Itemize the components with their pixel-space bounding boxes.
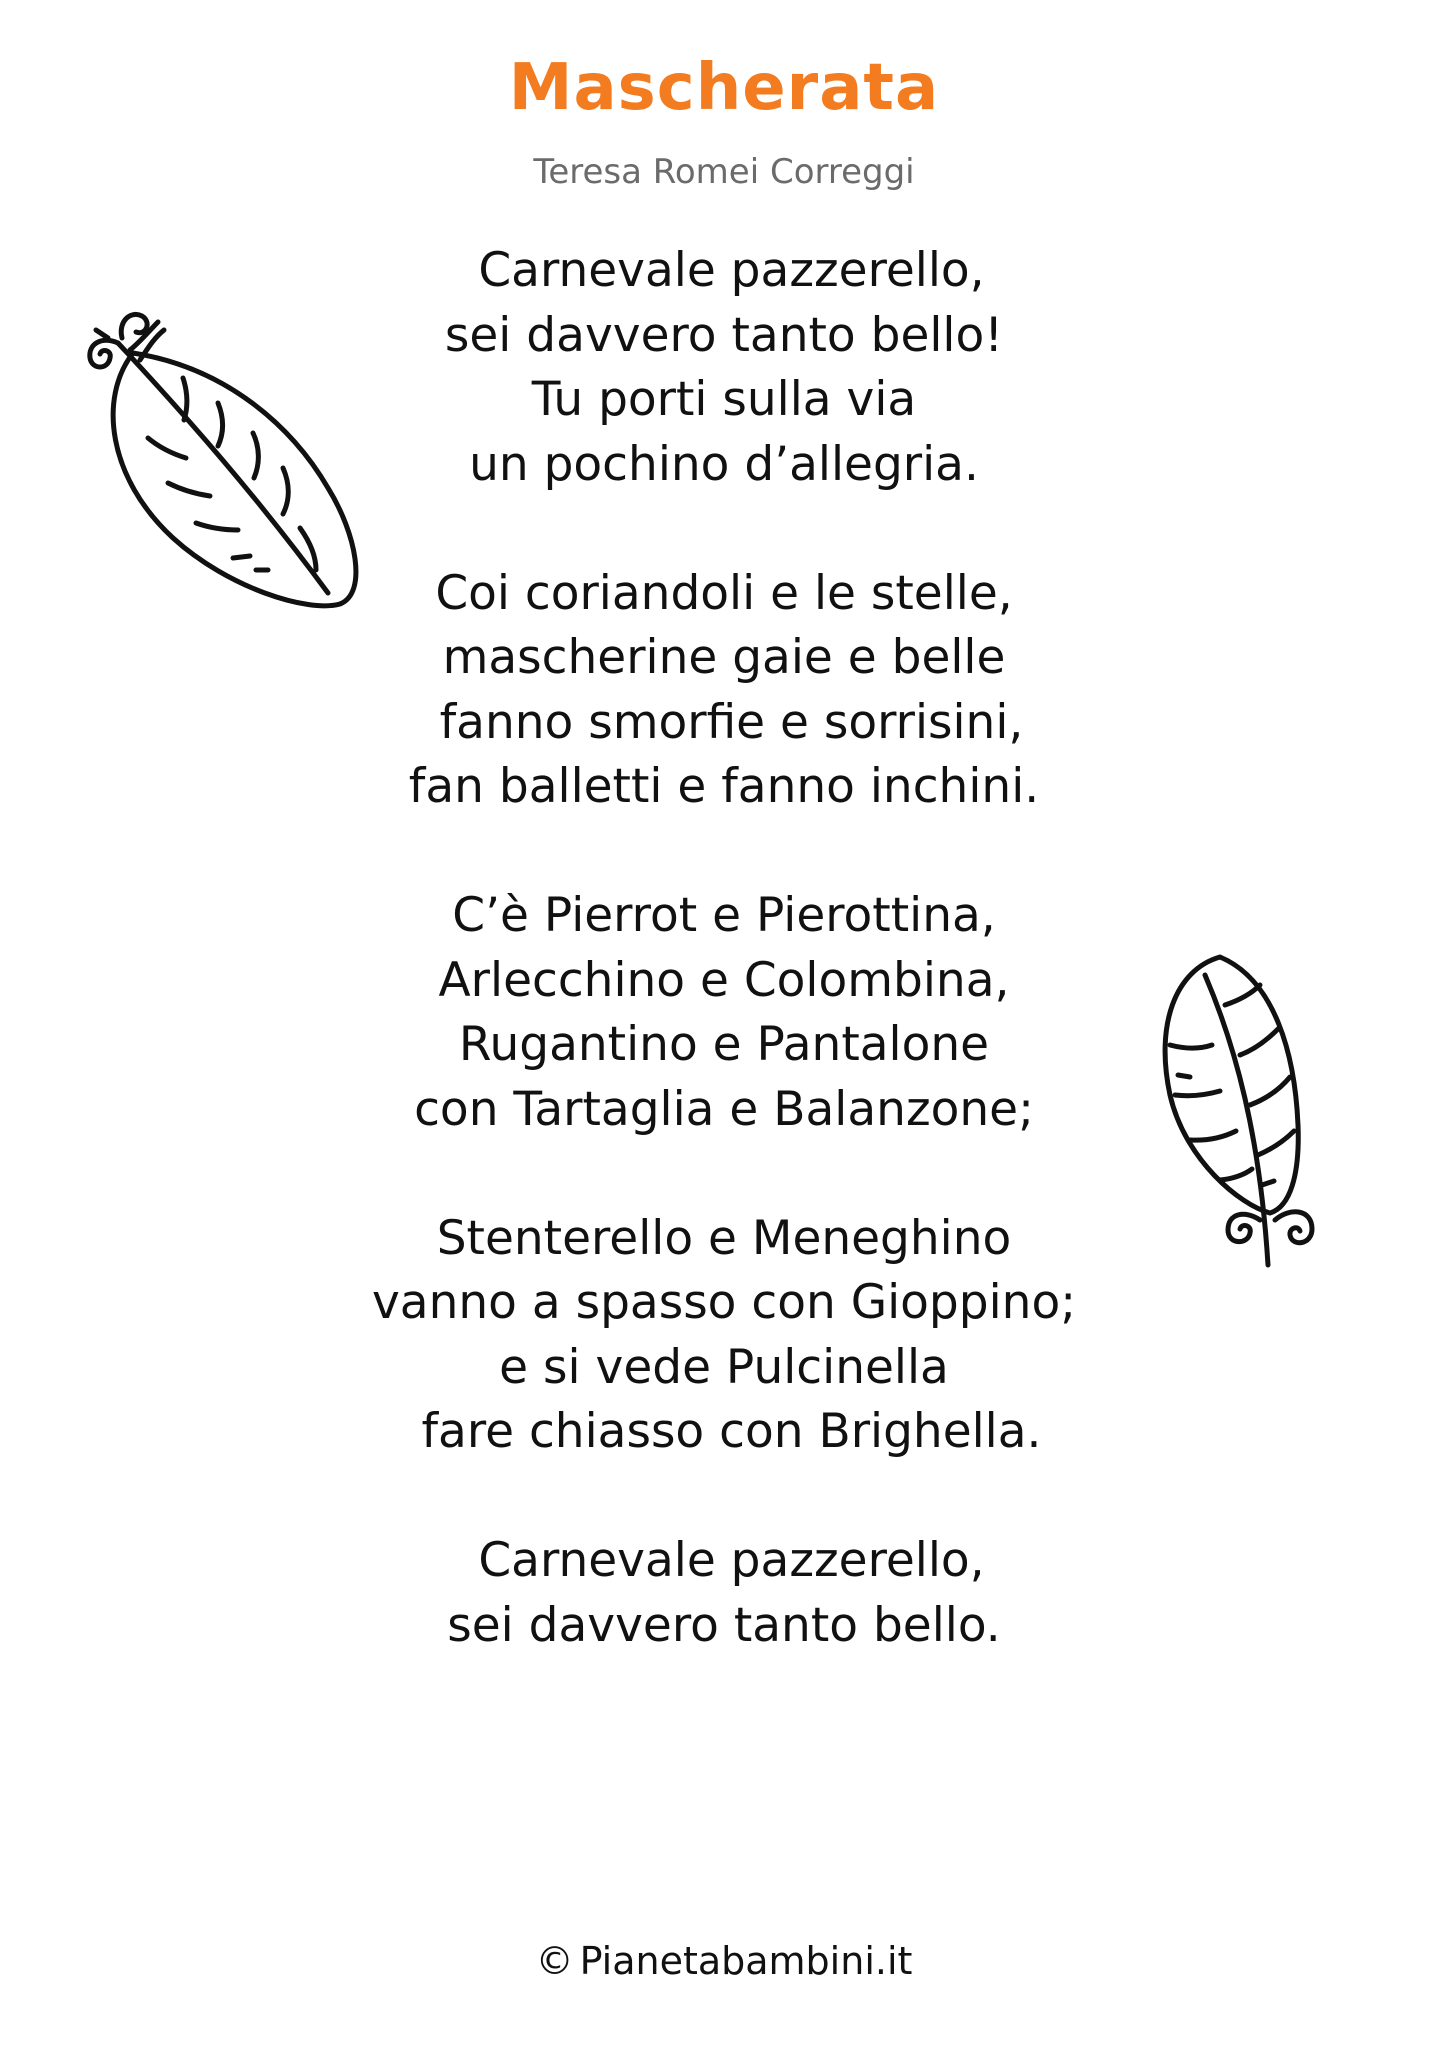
verse-line: mascherine gaie e belle: [442, 630, 1006, 685]
verse-line: Carnevale pazzerello,: [463, 243, 985, 298]
poem-body: [0, 239, 1448, 1723]
stanza-3: [0, 884, 1448, 1142]
verse-line: Arlecchino e Colombina,: [438, 952, 1010, 1008]
stanza-2: [0, 562, 1448, 820]
verse-line: sei davvero tanto bello!: [444, 307, 1004, 363]
footer-credit: [0, 1936, 1448, 1986]
poem-title: Mascherata: [508, 51, 940, 125]
verse-line: Coi coriandoli e le stelle,: [435, 565, 1013, 621]
verse-line: con Tartaglia e Balanzone;: [414, 1081, 1034, 1137]
verse-line: vanno a spasso con Gioppino;: [371, 1275, 1077, 1330]
verse-line: Rugantino e Pantalone: [458, 1017, 990, 1072]
verse-line: Carnevale pazzerello,: [463, 1533, 985, 1588]
verse-line: sei davvero tanto bello.: [447, 1597, 1001, 1653]
verse-line: un pochino d’allegria.: [469, 436, 979, 492]
verse-line: C’è Pierrot e Pierottina,: [452, 888, 996, 943]
verse-line: e si vede Pulcinella: [499, 1339, 949, 1395]
copyright-icon: ©: [535, 1939, 574, 1983]
verse-line: fan balletti e fanno inchini.: [408, 759, 1040, 814]
stanza-1: [0, 239, 1448, 497]
stanza-4: [0, 1207, 1448, 1465]
verse-line: Stenterello e Meneghino: [436, 1210, 1012, 1266]
verse-line: Tu porti sulla via: [531, 372, 917, 427]
site-name: Pianetabambini.it: [579, 1939, 913, 1983]
poem-author: Teresa Romei Correggi: [533, 152, 915, 192]
verse-line: fare chiasso con Brighella.: [406, 1404, 1042, 1459]
stanza-5: [0, 1529, 1448, 1658]
verse-line: fanno smorfie e sorrisini,: [424, 694, 1024, 750]
